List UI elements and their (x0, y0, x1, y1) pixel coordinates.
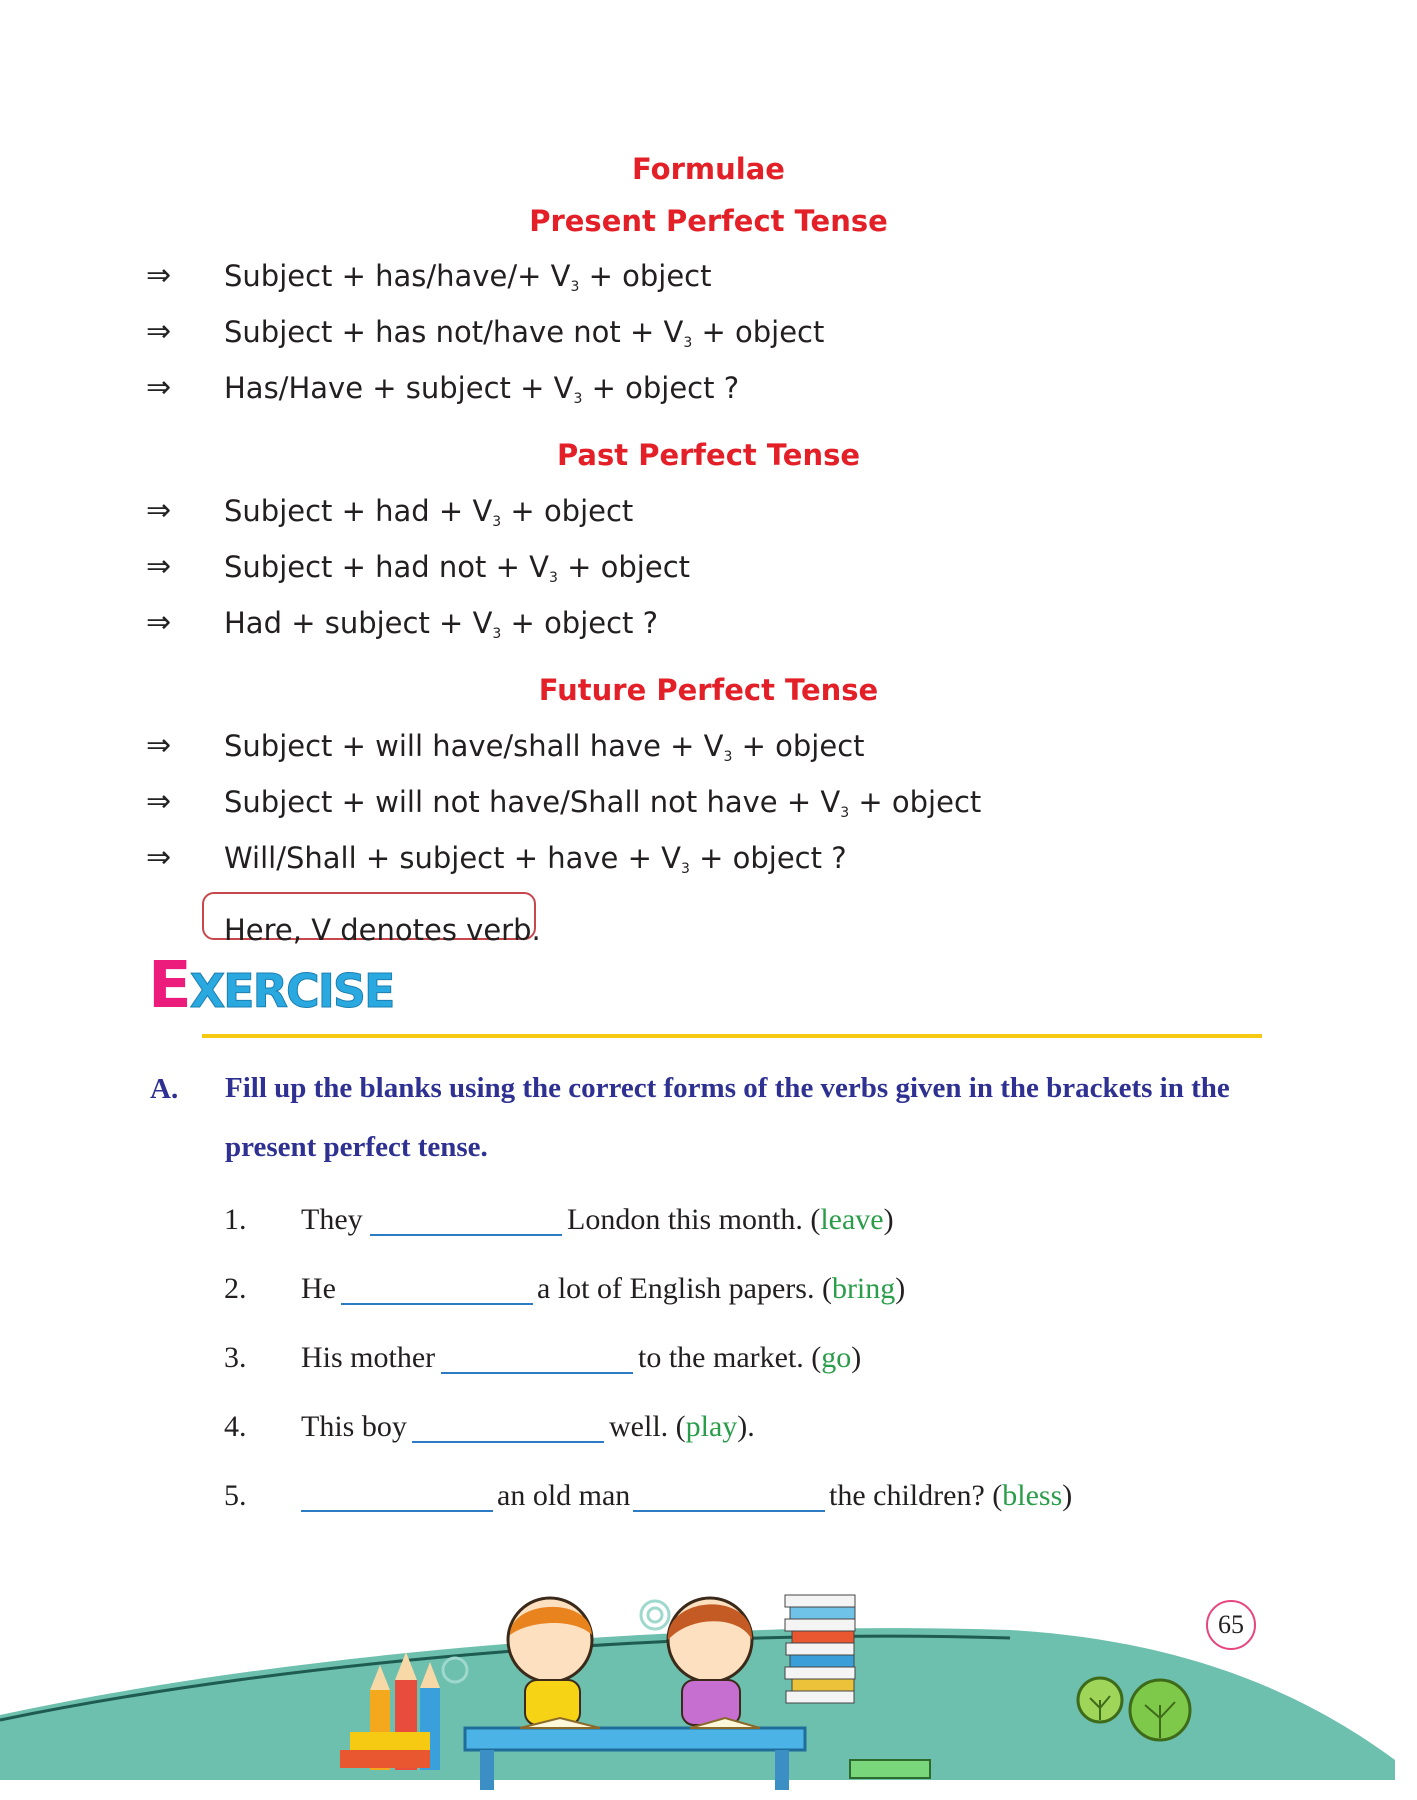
exercise-item: 4. This boy well. (play). (224, 1410, 755, 1443)
answer-blank[interactable] (412, 1441, 604, 1443)
answer-blank[interactable] (341, 1303, 533, 1305)
implies-arrow-icon: ⇒ (146, 258, 172, 293)
verb-hint: leave (820, 1203, 884, 1236)
implies-arrow-icon: ⇒ (146, 549, 172, 584)
answer-blank[interactable] (441, 1372, 633, 1374)
exercise-item: 3. His mother to the market. (go) (224, 1341, 862, 1374)
answer-blank[interactable] (633, 1510, 825, 1512)
note-text: Here, V denotes verb. (224, 913, 541, 947)
exercise-title: EXERCISE (148, 949, 394, 1023)
implies-arrow-icon: ⇒ (146, 605, 172, 640)
implies-arrow-icon: ⇒ (146, 493, 172, 528)
verb-hint: go (821, 1341, 852, 1374)
page-number: 65 (1206, 1600, 1256, 1650)
formula-row: ⇒ Subject + has/have/+ $V_3$ + object (146, 258, 712, 295)
verb-hint: play (685, 1410, 738, 1443)
present-perfect-heading: Present Perfect Tense (529, 204, 888, 238)
answer-blank[interactable] (301, 1510, 493, 1512)
past-perfect-heading: Past Perfect Tense (556, 438, 861, 472)
formula-row: ⇒ Has/Have + subject + $V_3$ + object ? (146, 370, 740, 407)
formula-row: ⇒ Will/Shall + subject + have + $V_3$ + object ? (146, 840, 847, 877)
formula-row: ⇒ Had + subject + $V_3$ + object ? (146, 605, 659, 642)
formula-row: ⇒ Subject + had + $V_3$ + object (146, 493, 634, 530)
implies-arrow-icon: ⇒ (146, 728, 172, 763)
formula-row: ⇒ Subject + had not + $V_3$ + object (146, 549, 691, 586)
question-instruction: Fill up the blanks using the correct forms of the verbs given in the brackets in the present perfect tense. (225, 1072, 1230, 1163)
verb-hint: bring (831, 1272, 896, 1305)
question-letter: A. (150, 1073, 179, 1105)
answer-blank[interactable] (370, 1234, 562, 1236)
exercise-item: 1. They London this month. (leave) (224, 1203, 894, 1236)
children-studying-illustration (0, 1580, 1417, 1800)
exercise-divider (202, 1034, 1262, 1038)
formula-row: ⇒ Subject + will not have/Shall not have + $V_3$ + object (146, 784, 982, 821)
formula-row: ⇒ Subject + has not/have not + $V_3$ + object (146, 314, 825, 351)
formula-row: ⇒ Subject + will have/shall have + $V_3$ + object (146, 728, 865, 765)
implies-arrow-icon: ⇒ (146, 784, 172, 819)
verb-hint: bless (1002, 1479, 1063, 1512)
formulae-title: Formulae (632, 152, 785, 186)
future-perfect-heading: Future Perfect Tense (538, 673, 879, 707)
implies-arrow-icon: ⇒ (146, 370, 172, 405)
exercise-item: 2. He a lot of English papers. (bring) (224, 1272, 906, 1305)
implies-arrow-icon: ⇒ (146, 840, 172, 875)
exercise-item: 5. an old man the children? (bless) (224, 1479, 1073, 1512)
implies-arrow-icon: ⇒ (146, 314, 172, 349)
